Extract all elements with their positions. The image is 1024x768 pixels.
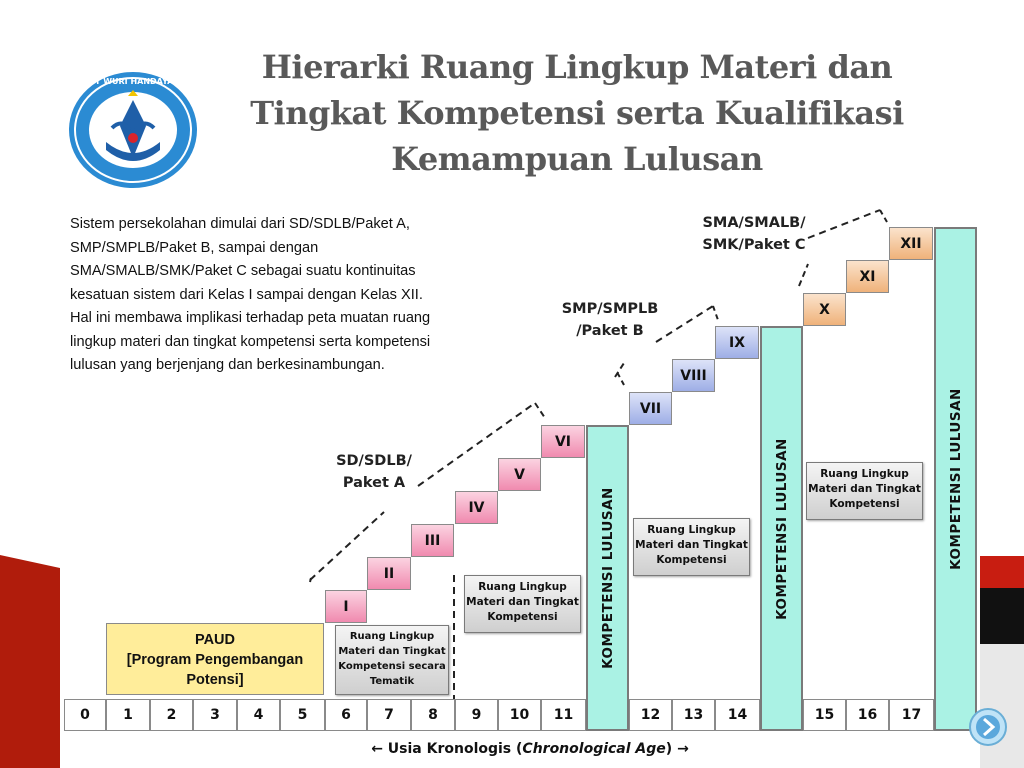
- ruang-line: Ruang Lingkup: [349, 631, 435, 642]
- sma-bracket-left: [799, 264, 808, 286]
- title-line: Hierarki Ruang Lingkup Materi dan: [261, 48, 893, 86]
- age-cell: 4: [237, 699, 280, 731]
- smp-bracket-left: [617, 372, 624, 385]
- sma-bracket-top: [808, 210, 880, 238]
- paud-line: PAUD: [194, 632, 235, 648]
- ruang-lingkup-sd-box: [464, 575, 581, 633]
- sd-bracket-end: [535, 403, 545, 418]
- intro-paragraph: [70, 213, 442, 378]
- grade-box-vii: VII: [629, 392, 672, 425]
- group-label-line: SD/SDLB/: [336, 453, 412, 469]
- group-label-line: /Paket B: [576, 323, 644, 339]
- smp-bracket-end: [713, 306, 718, 320]
- next-slide-icon[interactable]: [968, 707, 1008, 747]
- arrow-left-icon: ←: [371, 741, 383, 757]
- age-cell: 16: [846, 699, 889, 731]
- grade-box-x: X: [803, 293, 846, 326]
- ruang-line: Tematik: [369, 676, 415, 687]
- intro-line: SMP/SMPLB/Paket B, sampai dengan: [70, 239, 319, 256]
- age-cell: 1: [106, 699, 150, 731]
- group-label-line: Paket A: [342, 475, 406, 491]
- age-cell: 6: [325, 699, 367, 731]
- paud-box: [106, 623, 324, 695]
- paud-line: Potensi]: [186, 672, 244, 688]
- kompetensi-label: KOMPETENSI LULUSAN: [599, 487, 616, 669]
- intro-line: lulusan yang berjenjang dan berkesinambungan.: [70, 357, 385, 373]
- ruang-line: Ruang Lingkup: [478, 581, 567, 593]
- grade-box-viii: VIII: [672, 359, 715, 392]
- ruang-line: Ruang Lingkup: [820, 468, 909, 480]
- ruang-line: Materi dan Tingkat: [466, 596, 579, 608]
- ruang-line: Materi dan Tingkat: [635, 539, 748, 551]
- age-cell: 8: [411, 699, 455, 731]
- kompetensi-lulusan-sma: [934, 227, 977, 731]
- ruang-line: Kompetensi: [829, 498, 900, 510]
- group-label-sd: [316, 450, 432, 494]
- right-black-band: [980, 588, 1024, 644]
- ruang-line: Kompetensi: [487, 611, 558, 623]
- grade-box-ii: II: [367, 557, 411, 590]
- age-cell: 12: [629, 699, 672, 731]
- left-red-wedge: [0, 555, 60, 768]
- grade-box-iv: IV: [455, 491, 498, 524]
- kompetensi-lulusan-sd: [586, 425, 629, 731]
- age-cell: 7: [367, 699, 411, 731]
- age-cell: 9: [455, 699, 498, 731]
- group-label-line: SMK/Paket C: [702, 237, 806, 253]
- grade-box-vi: VI: [541, 425, 585, 458]
- ruang-line: Kompetensi: [656, 554, 727, 566]
- title-line: Tingkat Kompetensi serta Kualifikasi: [250, 94, 904, 132]
- kompetensi-label: KOMPETENSI LULUSAN: [947, 388, 964, 570]
- logo-motto: TUT WURI HANDAYANI: [83, 77, 183, 86]
- right-gray-band: [980, 644, 1024, 768]
- kompetensi-label: KOMPETENSI LULUSAN: [773, 437, 790, 620]
- caption-suffix: ): [665, 741, 673, 757]
- age-cell: 3: [193, 699, 237, 731]
- age-cell: 15: [803, 699, 846, 731]
- ruang-line: Ruang Lingkup: [647, 524, 736, 536]
- intro-line: Sistem persekolahan dimulai dari SD/SDLB/Paket A,: [70, 216, 410, 232]
- ruang-lingkup-sma-box: [806, 462, 923, 520]
- group-label-line: SMP/SMPLB: [561, 301, 659, 317]
- caption-italic: Chronological Age: [522, 741, 666, 757]
- age-axis-caption: [360, 741, 700, 757]
- age-cell: 5: [280, 699, 325, 731]
- ruang-line: Kompetensi secara: [338, 661, 446, 672]
- ruang-lingkup-tematik-box: [335, 625, 449, 695]
- age-cell: 0: [64, 699, 106, 731]
- age-cell: 14: [715, 699, 760, 731]
- ruang-lingkup-smp-box: [633, 518, 750, 576]
- intro-line: kesatuan sistem dari Kelas I sampai dengan Kelas XII.: [70, 286, 423, 303]
- grade-box-xi: XI: [846, 260, 889, 293]
- sma-bracket-end: [880, 210, 887, 222]
- intro-line: Hal ini membawa implikasi terhadap peta muatan ruang: [70, 310, 431, 326]
- intro-line: lingkup materi dan tingkat kompetensi serta kompetensi: [70, 333, 431, 350]
- age-cell: 17: [889, 699, 934, 731]
- intro-line: SMA/SMALB/SMK/Paket C sebagai suatu kontinuitas: [70, 263, 416, 279]
- caption-prefix: Usia Kronologis (: [387, 741, 523, 757]
- right-red-band: [980, 556, 1024, 590]
- grade-box-ix: IX: [715, 326, 759, 359]
- age-cell: 10: [498, 699, 541, 731]
- grade-box-v: V: [498, 458, 541, 491]
- arrow-right-icon: →: [677, 741, 689, 757]
- grade-box-xii: XII: [889, 227, 933, 260]
- group-label-line: SMA/SMALB/: [702, 215, 806, 231]
- grade-box-i: I: [325, 590, 367, 623]
- group-label-smp: [548, 298, 672, 342]
- grade-box-iii: III: [411, 524, 454, 557]
- tut-wuri-handayani-logo: [66, 68, 200, 192]
- age-cell: 11: [541, 699, 586, 731]
- ruang-line: Materi dan Tingkat: [338, 646, 446, 657]
- ruang-line: Materi dan Tingkat: [808, 483, 921, 495]
- paud-line: [Program Pengembangan: [126, 652, 304, 668]
- group-label-sma: [692, 212, 816, 256]
- title-line: Kemampuan Lulusan: [391, 140, 763, 178]
- kompetensi-lulusan-smp: [760, 326, 803, 731]
- age-cell: 13: [672, 699, 715, 731]
- slide-title: [232, 44, 922, 182]
- age-cell: 2: [150, 699, 193, 731]
